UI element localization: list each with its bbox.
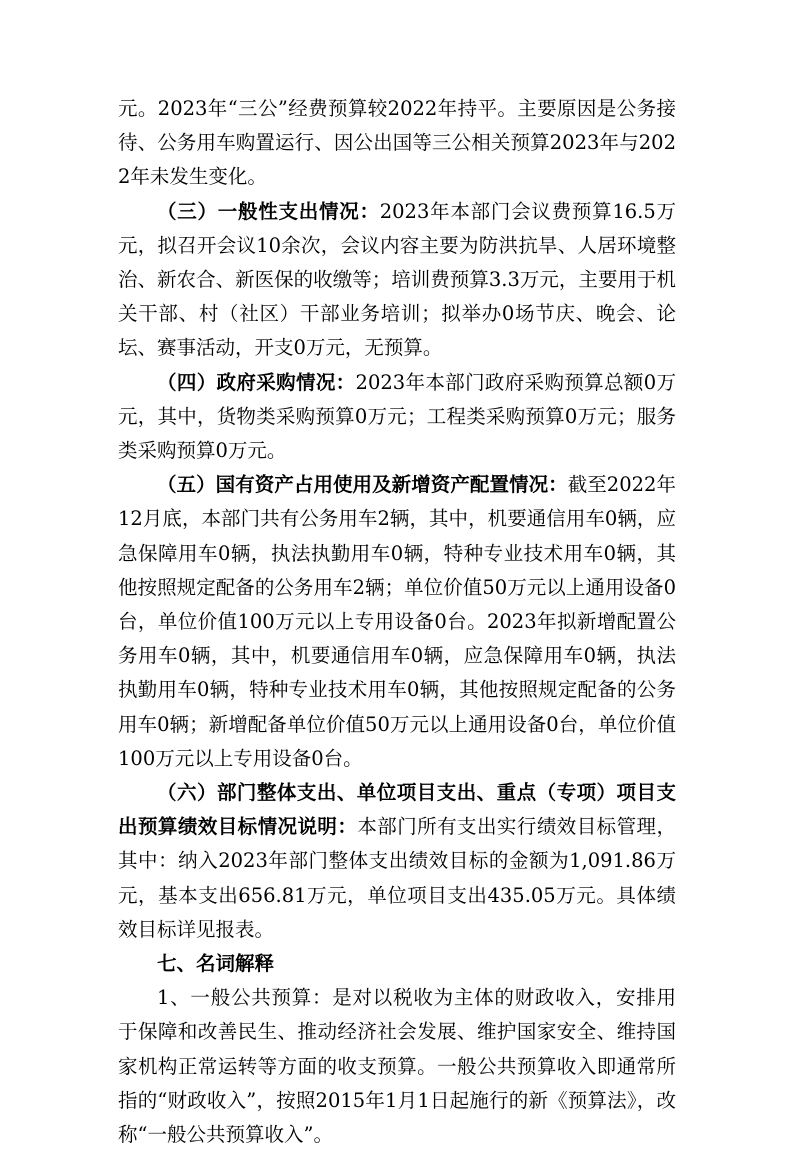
paragraph-lead: （五）国有资产占用使用及新增资产配置情况： bbox=[157, 473, 568, 497]
section-heading-glossary: 七、名词解释 bbox=[157, 952, 275, 976]
document-page bbox=[118, 92, 676, 1152]
paragraph-lead: （四）政府采购情况： bbox=[157, 370, 356, 394]
paragraph-text: 元。2023年“三公”经费预算较2022年持平。主要原因是公务接待、公务用车购置运行、因公出国等三公相关预算2023年与2022年未发生变化。 bbox=[118, 97, 676, 189]
paragraph-definition-general-budget bbox=[118, 981, 676, 1152]
paragraph-text: 本部门所有支出实行绩效目标管理，其中：纳入2023年部门整体支出绩效目标的金额为1,091.86万元，基本支出656.81万元，单位项目支出435.05万元。具体绩效目标详见报表。 bbox=[118, 815, 676, 941]
paragraph-sangong-summary bbox=[118, 92, 676, 195]
paragraph-state-assets bbox=[118, 468, 676, 776]
paragraph-text: 1、一般公共预算：是对以税收为主体的财政收入，安排用于保障和改善民生、推动经济社会发展、维护国家安全、维持国家机构正常运转等方面的收支预算。一般公共预算收入即通常所指的“财政收入”，按照2015年1月1日起施行的新《预算法》，改称“一般公共预算收入”。 bbox=[118, 986, 676, 1147]
paragraph-general-expenditure bbox=[118, 195, 676, 366]
paragraph-text: 截至2022年12月底，本部门共有公务用车2辆，其中，机要通信用车0辆，应急保障用车0辆，执法执勤用车0辆，特种专业技术用车0辆，其他按照规定配备的公务用车2辆；单位价值50万元以上通用设备0台，单位价值100万元以上专用设备0台。2023年拟新增配置公务用车0辆，其中，机要通信用车0辆，应急保障用车0辆，执法执勤用车0辆，特种专业技术用车0辆，其他按照规定配备的公务用车0辆；新增配备单位价值50万元以上通用设备0台，单位价值100万元以上专用设备0台。 bbox=[118, 473, 676, 770]
paragraph-text: 2023年本部门会议费预算16.5万元，拟召开会议10余次，会议内容主要为防洪抗旱、人居环境整治、新农合、新医保的收缴等；培训费预算3.3万元，主要用于机关干部、村（社区）干部业务培训；拟举办0场节庆、晚会、论坛、赛事活动，开支0万元，无预算。 bbox=[118, 199, 676, 360]
paragraph-text: 2023年本部门政府采购预算总额0万元，其中，货物类采购预算0万元；工程类采购预算0万元；服务类采购预算0万元。 bbox=[118, 370, 676, 463]
paragraph-lead: （六）部门整体支出、单位项目支出、重点（专项）项目支出预算绩效目标情况说明： bbox=[118, 781, 676, 839]
paragraph-lead: （三）一般性支出情况： bbox=[157, 199, 380, 223]
paragraph-performance-targets bbox=[118, 776, 676, 947]
paragraph-government-procurement bbox=[118, 366, 676, 469]
